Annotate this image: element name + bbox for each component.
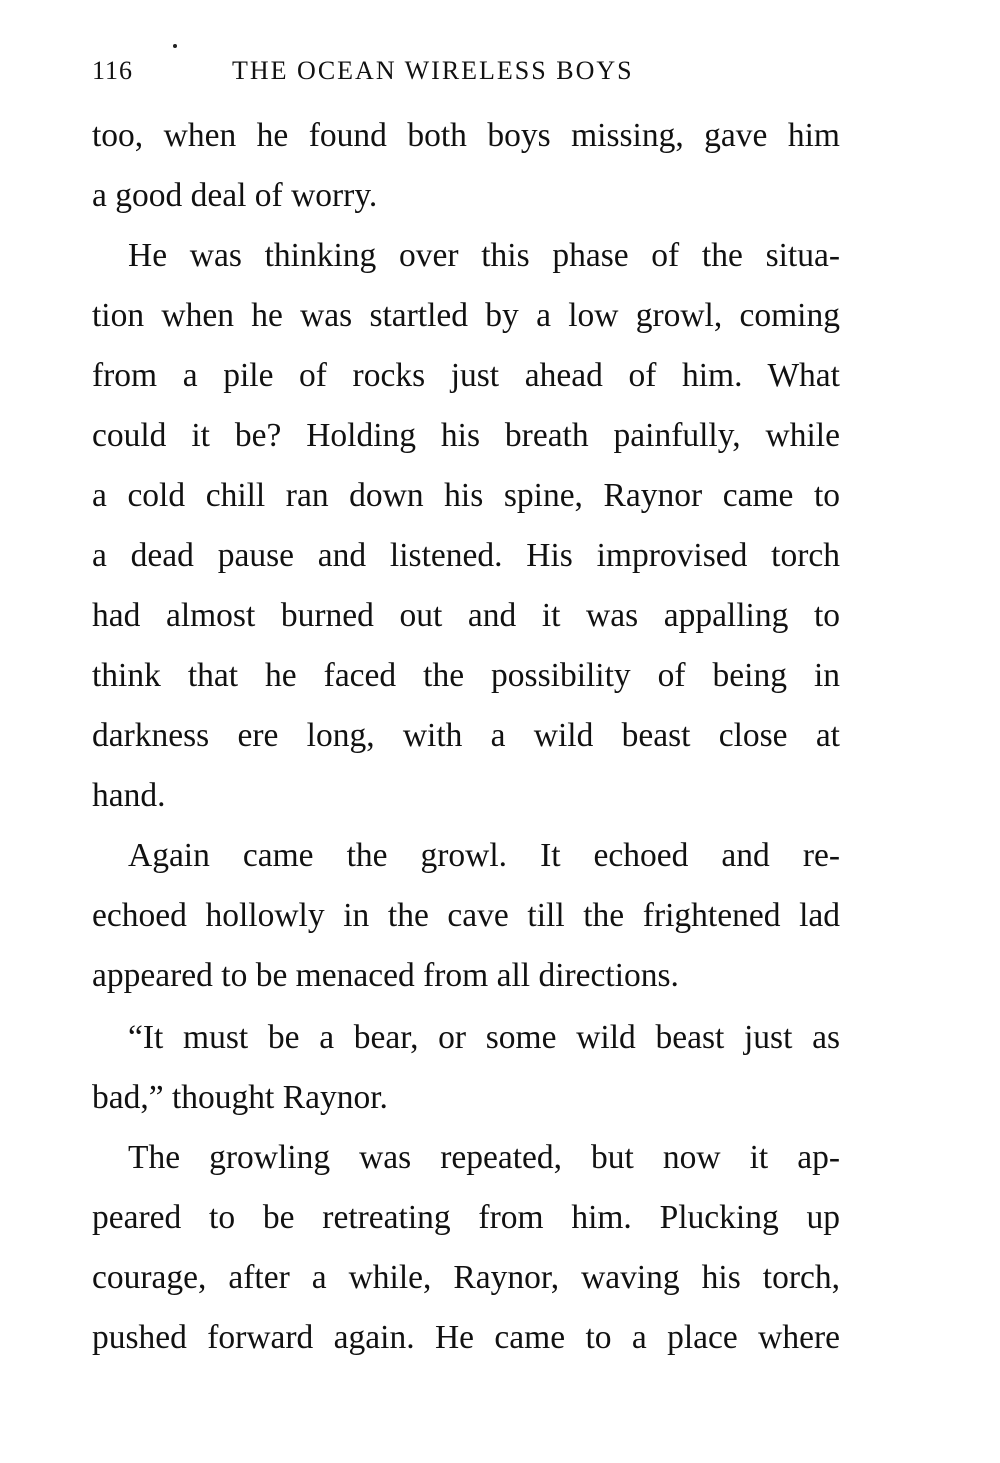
text-line: “It must be a bear, or some wild beast just as: [128, 1019, 840, 1056]
text-line: from a pile of rocks just ahead of him. What: [92, 357, 840, 394]
text-line: had almost burned out and it was appalling to: [92, 597, 840, 634]
text-line: Again came the growl. It echoed and re-: [128, 837, 840, 874]
page-header: [92, 56, 852, 96]
speck-mark: [173, 44, 177, 48]
text-line: He was thinking over this phase of the situa-: [128, 237, 840, 274]
text-line: pushed forward again. He came to a place where: [92, 1319, 840, 1356]
text-line: a dead pause and listened. His improvised torch: [92, 537, 840, 574]
running-head: THE OCEAN WIRELESS BOYS: [232, 56, 634, 85]
text-line: think that he faced the possibility of being in: [92, 657, 840, 694]
text-line: courage, after a while, Raynor, waving his torch,: [92, 1259, 840, 1296]
page-number: 116: [92, 56, 134, 85]
text-line: tion when he was startled by a low growl, coming: [92, 297, 840, 334]
text-line: peared to be retreating from him. Plucking up: [92, 1199, 840, 1236]
text-line: echoed hollowly in the cave till the frightened lad: [92, 897, 840, 934]
text-line: too, when he found both boys missing, gave him: [92, 117, 840, 154]
text-line: a cold chill ran down his spine, Raynor came to: [92, 477, 840, 514]
text-line: appeared to be menaced from all directions.: [92, 957, 679, 994]
text-line: a good deal of worry.: [92, 177, 378, 214]
text-line: hand.: [92, 777, 166, 814]
text-line: darkness ere long, with a wild beast close at: [92, 717, 840, 754]
text-line: could it be? Holding his breath painfully, while: [92, 417, 840, 454]
text-line: bad,” thought Raynor.: [92, 1079, 388, 1116]
text-line: The growling was repeated, but now it ap-: [128, 1139, 840, 1176]
